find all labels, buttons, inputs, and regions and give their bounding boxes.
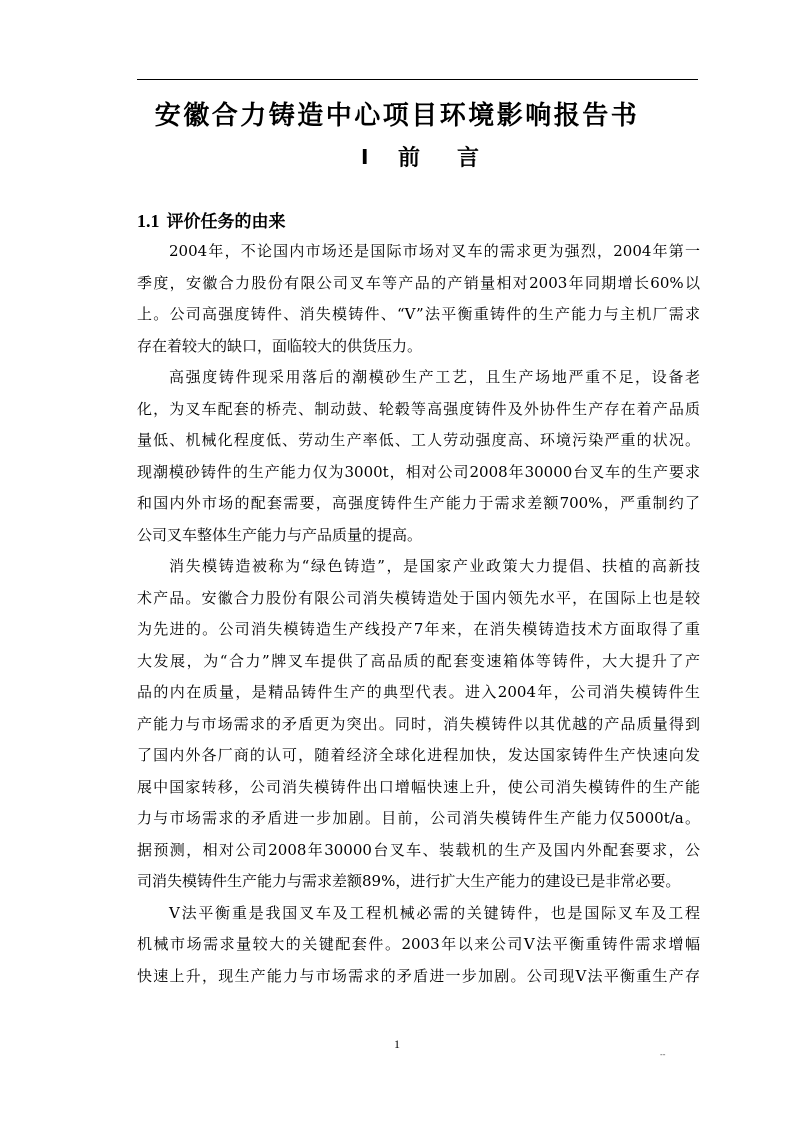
text-line: 机械市场需求量较大的关键配套件。2003年以来公司V法平衡重铸件需求增幅 [137,935,700,953]
text-line: 现潮模砂铸件的生产能力仅为3000t，相对公司2008年30000台叉车的生产要求 [137,462,700,481]
text-line: V法平衡重是我国叉车及工程机械必需的关键铸件，也是国际叉车及工程 [169,903,700,922]
chapter-number: Ⅰ [361,145,369,169]
body-text [137,236,700,992]
header-rule [137,79,698,80]
text-line: 2004年，不论国内市场还是国际市场对叉车的需求更为强烈，2004年第一 [169,242,700,260]
text-line: 量低、机械化程度低、劳动生产率低、工人劳动强度高、环境污染严重的状况。 [137,431,700,449]
section-heading [137,205,286,238]
page-number: 1 [394,1037,400,1051]
text-line: 上。公司高强度铸件、消失模铸件、“V”法平衡重铸件的生产能力与主机厂需求 [137,305,700,323]
text-line: 季度，安徽合力股份有限公司叉车等产品的产销量相对2003年同期增长60%以 [137,273,700,292]
chapter-name: 前言 [398,145,517,171]
text-line: 司消失模铸件生产能力与需求差额89%，进行扩大生产能力的建设已是非常必要。 [137,872,681,890]
section-title: 评价任务的由来 [166,212,286,232]
document-title: 安徽合力铸造中心项目环境影响报告书 [154,101,640,131]
text-line: 公司叉车整体生产能力与产品质量的提高。 [137,525,423,544]
text-line: 存在着较大的缺口，面临较大的供货压力。 [137,336,423,355]
text-line: 术产品。安徽合力股份有限公司消失模铸造处于国内领先水平，在国际上也是较 [137,588,700,607]
text-line: 为先进的。公司消失模铸造生产线投产7年来，在消失模铸造技术方面取得了重 [137,620,700,638]
text-line: 品的内在质量，是精品铸件生产的典型代表。进入2004年，公司消失模铸件生 [137,683,700,701]
text-line: 快速上升，现生产能力与市场需求的矛盾进一步加剧。公司现V法平衡重生产存 [137,966,700,985]
text-line: 化，为叉车配套的桥壳、制动鼓、轮毂等高强度铸件及外协件生产存在着产品质 [137,399,700,418]
section-number: 1.1 [137,211,160,231]
text-line: 展中国家转移，公司消失模铸件出口增幅快速上升，使公司消失模铸件的生产能 [137,777,700,796]
text-line: 消失模铸造被称为“绿色铸造”，是国家产业政策大力提倡、扶植的高新技 [169,557,700,575]
footer-mark: -- [660,1050,666,1059]
text-line: 产能力与市场需求的矛盾更为突出。同时，消失模铸件以其优越的产品质量得到 [137,714,700,733]
text-line: 和国内外市场的配套需要，高强度铸件生产能力于需求差额700%，严重制约了 [137,494,700,512]
text-line: 力与市场需求的矛盾进一步加剧。目前，公司消失模铸件生产能力仅5000t/a。 [137,809,700,827]
text-line: 大发展，为“合力”牌叉车提供了高品质的配套变速箱体等铸件，大大提升了产 [137,651,700,670]
text-line: 据预测，相对公司2008年30000台叉车、装载机的生产及国内外配套要求，公 [137,840,700,859]
text-line: 了国内外各厂商的认可，随着经济全球化进程加快，发达国家铸件生产快速向发 [137,746,700,764]
chapter-heading [0,141,794,177]
text-line: 高强度铸件现采用落后的潮模砂生产工艺，且生产场地严重不足，设备老 [169,368,700,386]
